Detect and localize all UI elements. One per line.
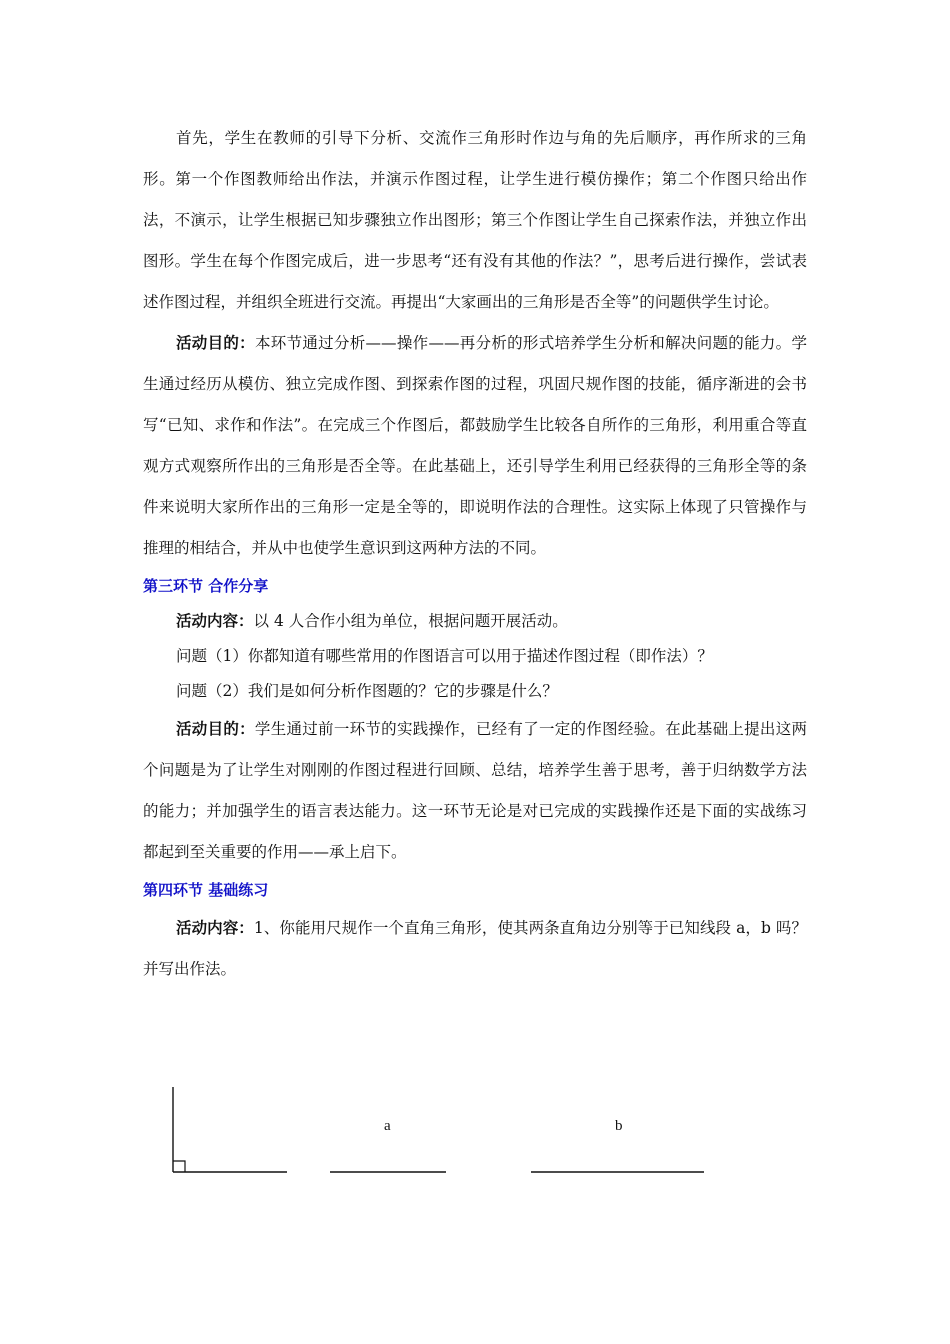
paragraph-process: 首先，学生在教师的引导下分析、交流作三角形时作边与角的先后顺序，再作所求的三角形。第一个作图教师给出作法，并演示作图过程，让学生进行模仿操作；第二个作图只给出作法，不演示，让学生根据已知步骤独立作出图形；第三个作图让学生自己探索作法，并独立作出图形。学生在每个作图完成后，进一步思考“还有没有其他的作法？”，思考后进行操作，尝试表述作图过程，并组织全班进行交流。再提出“大家画出的三角形是否全等”的问题供学生讨论。 xyxy=(143,129,807,311)
section3-purpose-label: 活动目的： xyxy=(176,720,255,738)
section3-content-label: 活动内容： xyxy=(176,612,254,630)
question-2: 问题（2）我们是如何分析作图题的？它的步骤是什么？ xyxy=(176,682,558,700)
segments-figure xyxy=(170,1085,730,1185)
section3-content xyxy=(143,604,807,639)
section-heading-4: 第四环节 基础练习 xyxy=(143,881,269,899)
purpose-text: 本环节通过分析——操作——再分析的形式培养学生分析和解决问题的能力。学生通过经历从模仿、独立完成作图、到探索作图的过程，巩固尺规作图的技能，循序渐进的会书写“已知、求作和作法”。在完成三个作图后，都鼓励学生比较各自所作的三角形，利用重合等直观方式观察所作出的三角形是否全等。在此基础上，还引导学生利用已经获得的三角形全等的条件来说明大家所作出的三角形一定是全等的，即说明作法的合理性。这实际上体现了只管操作与推理的相结合，并从中也使学生意识到这两种方法的不同。 xyxy=(143,334,807,557)
right-angle-mark xyxy=(173,1161,185,1172)
section-heading-3: 第三环节 合作分享 xyxy=(143,577,269,595)
section3-content-text: 以 4 人合作小组为单位，根据问题开展活动。 xyxy=(253,612,568,630)
section4-content xyxy=(143,908,807,990)
section4-content-text: 1、你能用尺规作一个直角三角形，使其两条直角边分别等于已知线段 a，b 吗？并写出作法。 xyxy=(143,919,807,978)
segments-diagram xyxy=(170,1085,730,1185)
question-1: 问题（1）你都知道有哪些常用的作图语言可以用于描述作图过程（即作法）？ xyxy=(176,647,713,665)
purpose-label: 活动目的： xyxy=(176,334,255,352)
document-body xyxy=(143,118,807,990)
segment-a-label: a xyxy=(384,1118,391,1134)
section3-purpose-text: 学生通过前一环节的实践操作，已经有了一定的作图经验。在此基础上提出这两个问题是为了让学生对刚刚的作图过程进行回顾、总结，培养学生善于思考，善于归纳数学方法的能力；并加强学生的语言表达能力。这一环节无论是对已完成的实践操作还是下面的实战练习都起到至关重要的作用——承上启下。 xyxy=(143,720,807,861)
paragraph-purpose xyxy=(143,323,807,569)
section3-purpose xyxy=(143,709,807,873)
section4-content-label: 活动内容： xyxy=(176,919,254,937)
segment-b-label: b xyxy=(615,1118,623,1134)
